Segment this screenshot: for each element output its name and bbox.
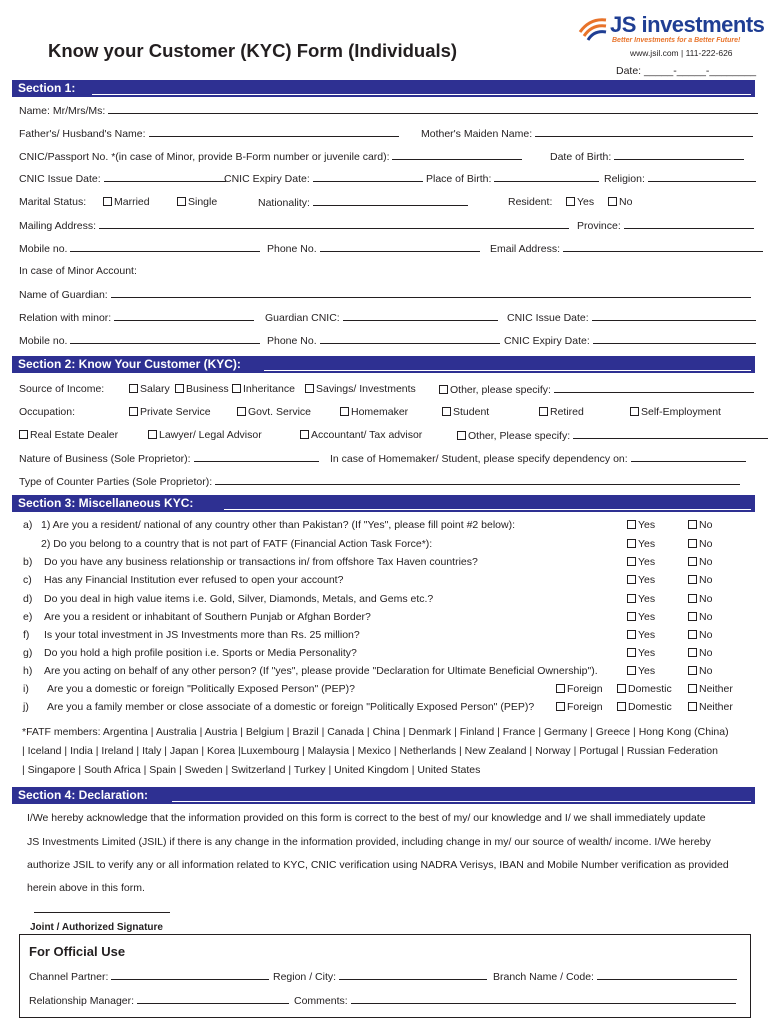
source-income-label: Source of Income: [19, 383, 105, 395]
checkbox-icon [340, 407, 349, 416]
minor-account-label: In case of Minor Account: [19, 265, 137, 277]
guardian-issue-field[interactable]: CNIC Issue Date: [507, 311, 756, 324]
checkbox-icon [627, 648, 636, 657]
checkbox-icon [305, 384, 314, 393]
guardian-cnic-field[interactable]: Guardian CNIC: [265, 311, 498, 324]
checkbox-icon [232, 384, 241, 393]
answer-no-checkbox[interactable]: No [688, 665, 712, 677]
question-text: Are you a domestic or foreign "Politically Exposed Person" (PEP)? [47, 683, 356, 695]
checkbox-icon [627, 612, 636, 621]
lawyer-checkbox[interactable]: Lawyer/ Legal Advisor [148, 429, 262, 441]
cnic-expiry-field[interactable]: CNIC Expiry Date: [224, 172, 423, 185]
pep-neither-checkbox[interactable]: Neither [688, 701, 733, 713]
single-checkbox[interactable]: Single [177, 196, 217, 208]
other-income-checkbox[interactable]: Other, please specify: [439, 383, 754, 396]
relation-field[interactable]: Relation with minor: [19, 311, 254, 324]
dob-field[interactable]: Date of Birth: [550, 150, 744, 163]
question-number: b) [23, 556, 33, 568]
checkbox-icon [627, 520, 636, 529]
real-estate-checkbox[interactable]: Real Estate Dealer [19, 429, 118, 441]
fatf-line-3: | Singapore | South Africa | Spain | Sweden | Switzerland | Turkey | United Kingdom | United States [22, 764, 481, 776]
section-title: Section 3: Miscellaneous KYC: [18, 496, 194, 510]
section-4-header [12, 787, 755, 804]
section-title: Section 1: [18, 81, 76, 95]
fatf-line-2: | Iceland | India | Ireland | Italy | Japan | Korea |Luxembourg | Malaysia | Mexico | Netherlands | New Zealand | Norway | Portugal | Russian Federation [22, 745, 718, 757]
declaration-line-1: I/We hereby acknowledge that the information provided on this form is correct to the best of my/ our knowledge and I/ we shall immediately update [27, 812, 706, 824]
checkbox-icon [688, 702, 697, 711]
answer-yes-checkbox[interactable]: Yes [627, 611, 655, 623]
checkbox-icon [566, 197, 575, 206]
question-text: 1) Are you a resident/ national of any country other than Pakistan? (If "Yes", please fill point #2 below): [41, 519, 516, 531]
business-checkbox[interactable]: Business [175, 383, 229, 395]
checkbox-icon [688, 612, 697, 621]
checkbox-icon [439, 385, 448, 394]
section-title: Section 4: Declaration: [18, 788, 149, 802]
checkbox-icon [129, 407, 138, 416]
answer-yes-checkbox[interactable]: Yes [627, 629, 655, 641]
checkbox-icon [627, 575, 636, 584]
question-number: h) [23, 665, 33, 677]
checkbox-icon [627, 666, 636, 675]
inheritance-checkbox[interactable]: Inheritance [232, 383, 295, 395]
signature-label: Joint / Authorized Signature [30, 922, 163, 933]
question-text: Is your total investment in JS Investments more than Rs. 25 million? [44, 629, 360, 641]
mailing-address-field[interactable]: Mailing Address: [19, 219, 569, 232]
question-text: Do you have any business relationship or transactions in/ from offshore Tax Haven countries? [44, 556, 478, 568]
checkbox-icon [688, 539, 697, 548]
declaration-line-4: herein above in this form. [27, 882, 145, 894]
answer-no-checkbox[interactable]: No [688, 611, 712, 623]
private-service-checkbox[interactable]: Private Service [129, 406, 211, 418]
date-field[interactable]: Date: _____-_____-________ [616, 65, 757, 77]
cnic-field[interactable]: CNIC/Passport No. *(in case of Minor, provide B-Form number or juvenile card): [19, 150, 522, 163]
checkbox-icon [688, 594, 697, 603]
pep-foreign-checkbox[interactable]: Foreign [556, 701, 603, 713]
checkbox-icon [688, 630, 697, 639]
resident-label: Resident: [508, 196, 553, 208]
section-1-header [12, 80, 755, 97]
section-title: Section 2: Know Your Customer (KYC): [18, 357, 241, 371]
answer-yes-checkbox[interactable]: Yes [627, 556, 655, 568]
married-checkbox[interactable]: Married [103, 196, 150, 208]
contact-info: www.jsil.com | 111-222-626 [630, 48, 733, 58]
checkbox-icon [300, 430, 309, 439]
checkbox-icon [237, 407, 246, 416]
answer-yes-checkbox[interactable]: Yes [627, 538, 655, 550]
region-city-field[interactable]: Region / City: [273, 970, 487, 983]
govt-service-checkbox[interactable]: Govt. Service [237, 406, 311, 418]
salary-checkbox[interactable]: Salary [129, 383, 170, 395]
logo-tagline: Better Investments for a Better Future! [612, 37, 741, 44]
self-employment-checkbox[interactable]: Self-Employment [630, 406, 721, 418]
pep-domestic-checkbox[interactable]: Domestic [617, 683, 672, 695]
checkbox-icon [688, 520, 697, 529]
question-number: j) [23, 701, 29, 713]
name-field[interactable]: Name: Mr/Mrs/Ms: [19, 104, 758, 117]
signature-line[interactable] [34, 912, 170, 913]
pep-domestic-checkbox[interactable]: Domestic [617, 701, 672, 713]
answer-no-checkbox[interactable]: No [688, 629, 712, 641]
question-number: f) [23, 629, 30, 641]
checkbox-icon [688, 557, 697, 566]
checkbox-icon [617, 702, 626, 711]
checkbox-icon [608, 197, 617, 206]
answer-yes-checkbox[interactable]: Yes [627, 647, 655, 659]
religion-field[interactable]: Religion: [604, 172, 756, 185]
checkbox-icon [457, 431, 466, 440]
company-logo [576, 12, 765, 46]
pep-neither-checkbox[interactable]: Neither [688, 683, 733, 695]
checkbox-icon [627, 539, 636, 548]
checkbox-icon [688, 575, 697, 584]
question-text: Has any Financial Institution ever refused to open your account? [44, 574, 344, 586]
fatf-line-1: *FATF members: Argentina | Australia | Austria | Belgium | Brazil | Canada | China | Denmark | Finland | France | Germany | Greece | Hong Kong (China) [22, 726, 729, 738]
checkbox-icon [688, 648, 697, 657]
question-number: e) [23, 611, 33, 623]
answer-no-checkbox[interactable]: No [688, 574, 712, 586]
retired-checkbox[interactable]: Retired [539, 406, 584, 418]
checkbox-icon [539, 407, 548, 416]
nationality-field[interactable]: Nationality: [258, 196, 468, 209]
answer-no-checkbox[interactable]: No [688, 538, 712, 550]
comments-field[interactable]: Comments: [294, 994, 736, 1007]
official-use-title: For Official Use [29, 944, 126, 959]
official-use-box [19, 934, 751, 1018]
answer-yes-checkbox[interactable]: Yes [627, 519, 655, 531]
guardian-mobile-field[interactable]: Mobile no. [19, 334, 260, 347]
marital-status-label: Marital Status: [19, 196, 87, 208]
checkbox-icon [442, 407, 451, 416]
relationship-manager-field[interactable]: Relationship Manager: [29, 994, 289, 1007]
checkbox-icon [627, 594, 636, 603]
answer-yes-checkbox[interactable]: Yes [627, 574, 655, 586]
cnic-issue-field[interactable]: CNIC Issue Date: [19, 172, 226, 185]
email-field[interactable]: Email Address: [490, 242, 763, 255]
counter-parties-field[interactable]: Type of Counter Parties (Sole Proprietor): [19, 475, 740, 488]
guardian-phone-field[interactable]: Phone No. [267, 334, 500, 347]
student-checkbox[interactable]: Student [442, 406, 489, 418]
channel-partner-field[interactable]: Channel Partner: [29, 970, 269, 983]
mobile-field[interactable]: Mobile no. [19, 242, 260, 255]
answer-no-checkbox[interactable]: No [688, 647, 712, 659]
answer-yes-checkbox[interactable]: Yes [627, 665, 655, 677]
question-number: d) [23, 593, 33, 605]
guardian-expiry-field[interactable]: CNIC Expiry Date: [504, 334, 756, 347]
checkbox-icon [688, 684, 697, 693]
phone-field[interactable]: Phone No. [267, 242, 480, 255]
branch-field[interactable]: Branch Name / Code: [493, 970, 737, 983]
question-text: Are you acting on behalf of any other person? (If "yes", please provide "Declaration for Ultimate Beneficial Ownership"). [44, 665, 598, 677]
section-2-header [12, 356, 755, 373]
resident-no-checkbox[interactable]: No [608, 196, 632, 208]
accountant-checkbox[interactable]: Accountant/ Tax advisor [300, 429, 422, 441]
other-occupation-checkbox[interactable]: Other, Please specify: [457, 429, 768, 442]
nature-business-field[interactable]: Nature of Business (Sole Proprietor): [19, 452, 319, 465]
question-text: Are you a resident or inhabitant of Southern Punjab or Afghan Border? [44, 611, 371, 623]
answer-yes-checkbox[interactable]: Yes [627, 593, 655, 605]
checkbox-icon [129, 384, 138, 393]
checkbox-icon [627, 630, 636, 639]
dependency-field[interactable]: In case of Homemaker/ Student, please specify dependency on: [330, 452, 746, 465]
section-3-header [12, 495, 755, 512]
pob-field[interactable]: Place of Birth: [426, 172, 599, 185]
checkbox-icon [556, 702, 565, 711]
logo-text: JS investments [610, 12, 765, 37]
answer-no-checkbox[interactable]: No [688, 556, 712, 568]
question-number: i) [23, 683, 29, 695]
declaration-line-3: authorize JSIL to verify any or all information related to KYC, CNIC verification using NADRA Verisys, IBAN and Mobile Number verification as provided [27, 859, 729, 871]
checkbox-icon [19, 430, 28, 439]
checkbox-icon [148, 430, 157, 439]
checkbox-icon [627, 557, 636, 566]
declaration-line-2: JS Investments Limited (JSIL) if there is any change in the information provided, including change in my/ our source of wealth/ income. I/We hereby [27, 836, 711, 848]
question-text: Do you hold a high profile position i.e. Sports or Media Personality? [44, 647, 357, 659]
resident-yes-checkbox[interactable]: Yes [566, 196, 594, 208]
savings-checkbox[interactable]: Savings/ Investments [305, 383, 416, 395]
checkbox-icon [103, 197, 112, 206]
answer-no-checkbox[interactable]: No [688, 593, 712, 605]
question-number: c) [23, 574, 32, 586]
checkbox-icon [177, 197, 186, 206]
occupation-label: Occupation: [19, 406, 76, 418]
mother-name-field[interactable]: Mother's Maiden Name: [421, 127, 753, 140]
question-text: 2) Do you belong to a country that is not part of FATF (Financial Action Task Force*): [41, 538, 433, 550]
checkbox-icon [175, 384, 184, 393]
checkbox-icon [556, 684, 565, 693]
checkbox-icon [630, 407, 639, 416]
page-title: Know your Customer (KYC) Form (Individuals) [48, 40, 458, 61]
homemaker-checkbox[interactable]: Homemaker [340, 406, 408, 418]
checkbox-icon [688, 666, 697, 675]
question-text: Are you a family member or close associate of a domestic or foreign "Politically Exposed Person" (PEP)? [47, 701, 535, 713]
father-name-field[interactable]: Father's/ Husband's Name: [19, 127, 399, 140]
question-number: a) [23, 519, 33, 531]
guardian-name-field[interactable]: Name of Guardian: [19, 288, 751, 301]
question-number: g) [23, 647, 33, 659]
js-logo-icon [576, 14, 610, 42]
pep-foreign-checkbox[interactable]: Foreign [556, 683, 603, 695]
checkbox-icon [617, 684, 626, 693]
province-field[interactable]: Province: [577, 219, 754, 232]
question-text: Do you deal in high value items i.e. Gold, Silver, Diamonds, Metals, and Gems etc.? [44, 593, 434, 605]
answer-no-checkbox[interactable]: No [688, 519, 712, 531]
